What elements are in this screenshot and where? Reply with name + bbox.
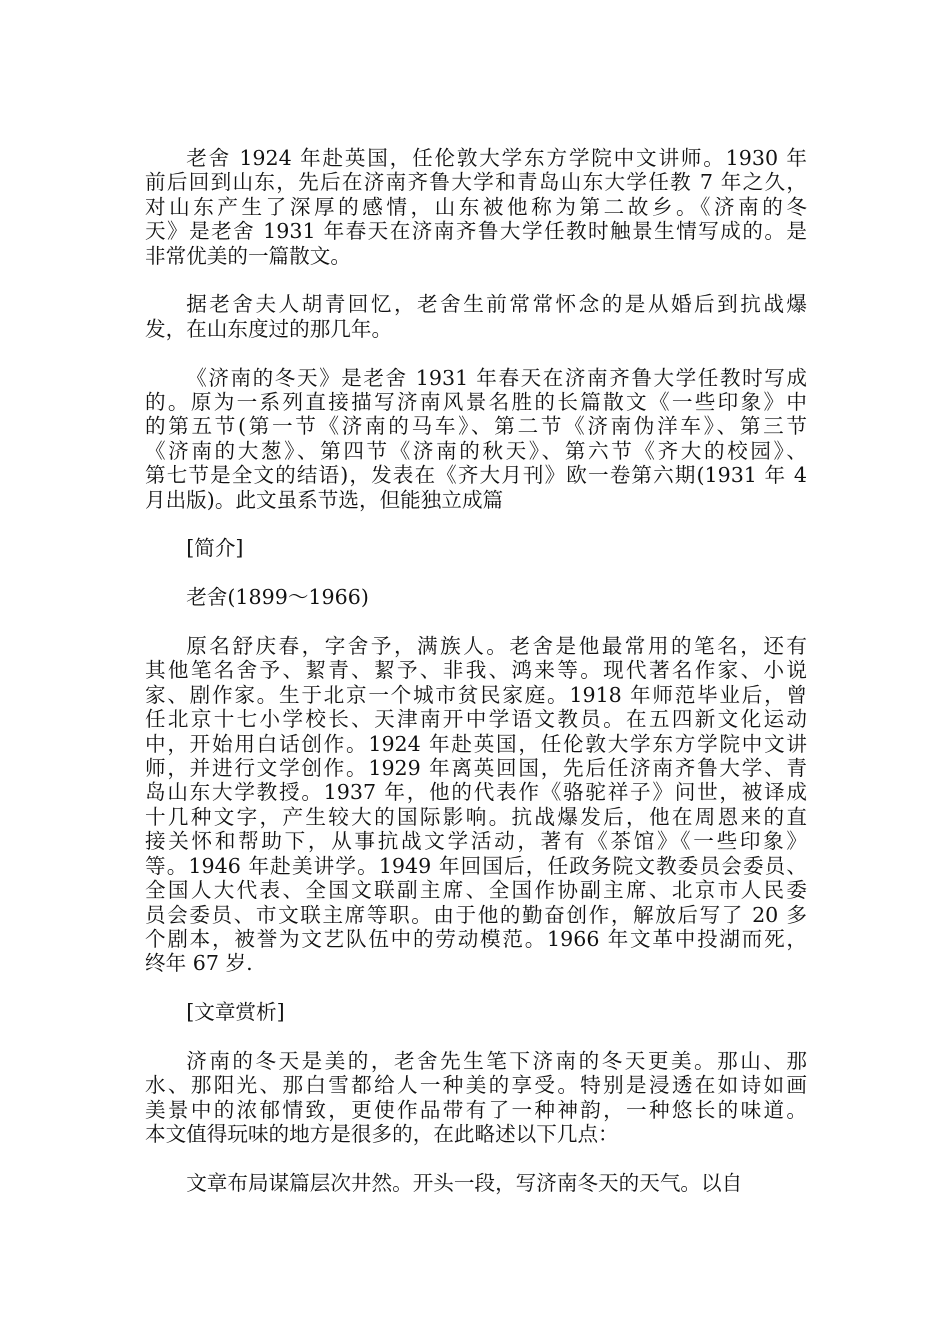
text-line: 终年 67 岁. — [145, 951, 253, 976]
text-line: 的。原为一系列直接描写济南风景名胜的长篇散文《一些印象》中 — [145, 390, 807, 415]
heading-text: [简介] — [186, 536, 244, 561]
heading-text: [文章赏析] — [186, 1000, 285, 1025]
author-name-dates — [145, 585, 807, 609]
text-line: 非常优美的一篇散文。 — [145, 243, 351, 268]
text-line: 《济南的冬天》是老舍 1931 年春天在济南齐鲁大学任教时写成 — [186, 365, 807, 390]
text-line: 个剧本，被誉为文艺队伍中的劳动模范。1966 年文革中投湖而死， — [145, 926, 807, 951]
text-line: 任北京十七小学校长、天津南开中学语文教员。在五四新文化运动 — [145, 707, 807, 732]
text-line: 原名舒庆春，字舍予，满族人。老舍是他最常用的笔名，还有 — [186, 634, 807, 659]
text-line: 本文值得玩味的地方是很多的，在此略述以下几点： — [145, 1122, 619, 1147]
section-heading-intro — [145, 536, 807, 560]
text-line: 师，并进行文学创作。1929 年离英回国，先后任济南齐鲁大学、青 — [145, 756, 807, 781]
section-heading-analysis — [145, 1000, 807, 1024]
text-line: 的第五节(第一节《济南的马车》、第二节《济南伪洋车》、第三节 — [145, 414, 807, 439]
text-line: 岛山东大学教授。1937 年，他的代表作《骆驼祥子》问世，被译成 — [145, 780, 807, 805]
text-line: 等。1946 年赴美讲学。1949 年回国后，任政务院文教委员会委员、 — [145, 853, 807, 878]
text-line: 水、那阳光、那白雪都给人一种美的享受。特别是浸透在如诗如画 — [145, 1073, 807, 1098]
text-line: 对山东产生了深厚的感情，山东被他称为第二故乡。《济南的冬 — [145, 194, 807, 219]
text-line: 《济南的大葱》、第四节《济南的秋天》、第六节《齐大的校园》、 — [145, 438, 807, 463]
text-line: 接关怀和帮助下，从事抗战文学活动，著有《茶馆》《一些印象》 — [145, 829, 807, 854]
paragraph-structure — [145, 1171, 807, 1195]
text-line: 天》是老舍 1931 年春天在济南齐鲁大学任教时触景生情写成的。是 — [145, 219, 807, 244]
text-line: 据老舍夫人胡青回忆，老舍生前常常怀念的是从婚后到抗战爆 — [186, 292, 807, 317]
text-line: 老舍 1924 年赴英国，任伦敦大学东方学院中文讲师。1930 年 — [186, 146, 807, 170]
text-line: 老舍(1899～1966) — [186, 585, 369, 610]
text-line: 美景中的浓郁情致，更使作品带有了一种神韵，一种悠长的味道。 — [145, 1097, 807, 1122]
text-line: 第七节是全文的结语)，发表在《齐大月刊》欧一卷第六期(1931 年 4 — [145, 463, 807, 488]
text-line: 济南的冬天是美的，老舍先生笔下济南的冬天更美。那山、那 — [186, 1048, 807, 1073]
text-line: 中，开始用白话创作。1924 年赴英国，任伦敦大学东方学院中文讲 — [145, 731, 807, 756]
paragraph-background — [145, 366, 807, 512]
text-line: 员会委员、市文联主席等职。由于他的勤奋创作，解放后写了 20 多 — [145, 902, 807, 927]
text-line: 家、剧作家。生于北京一个城市贫民家庭。1918 年师范毕业后，曾 — [145, 682, 807, 707]
text-line: 文章布局谋篇层次井然。开头一段，写济南冬天的天气。以自 — [186, 1170, 743, 1195]
paragraph-biography — [145, 634, 807, 976]
text-line: 月出版)。此文虽系节选，但能独立成篇 — [145, 487, 504, 512]
text-line: 十几种文字，产生较大的国际影响。抗战爆发后，他在周恩来的直 — [145, 804, 807, 829]
text-line: 发，在山东度过的那几年。 — [145, 316, 393, 341]
text-line: 其他笔名舍予、絜青、絜予、非我、鸿来等。现代著名作家、小说 — [145, 658, 807, 683]
paragraph-memory — [145, 292, 807, 341]
document-body — [145, 146, 807, 1220]
text-line: 前后回到山东，先后在济南齐鲁大学和青岛山东大学任教 7 年之久， — [145, 170, 807, 195]
text-line: 全国人大代表、全国文联副主席、全国作协副主席、北京市人民委 — [145, 878, 807, 903]
paragraph-intro — [145, 146, 807, 268]
paragraph-analysis — [145, 1049, 807, 1147]
